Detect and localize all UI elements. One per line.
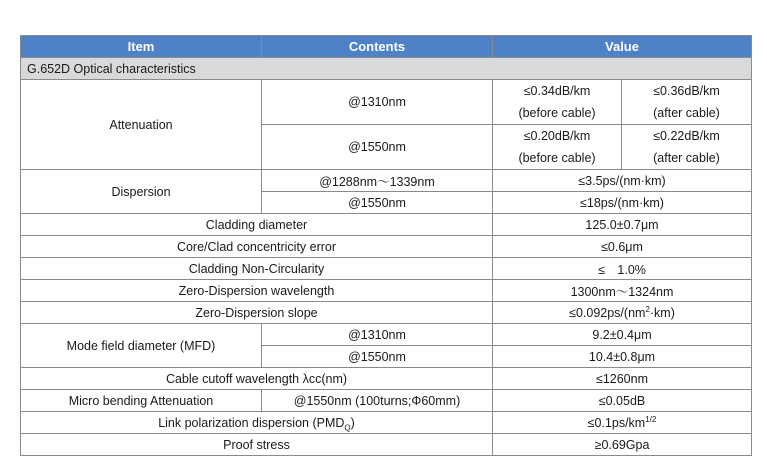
dispersion-1288-condition: @1288nm～1339nm	[262, 170, 493, 192]
attenuation-1550-after: ≤0.22dB/km (after cable)	[622, 125, 752, 170]
proof-stress-label: Proof stress	[21, 434, 493, 456]
table-row	[21, 412, 752, 434]
mfd-label: Mode field diameter (MFD)	[21, 324, 262, 368]
table-row	[21, 80, 752, 125]
zd-slope-value: $\le 0.092ps/(nm^2\cdot km)$	[493, 302, 752, 324]
zd-slope-label: Zero-Dispersion slope	[21, 302, 493, 324]
attenuation-1310-condition: @1310nm	[262, 80, 493, 125]
header-row	[21, 36, 752, 58]
dispersion-label: Dispersion	[21, 170, 262, 214]
cladding-diameter-label: Cladding diameter	[21, 214, 493, 236]
attenuation-1550-condition: @1550nm	[262, 125, 493, 170]
pmd-label: Link polarization dispersion $(PMD_Q)$	[21, 412, 493, 434]
cladding-diameter-value: 125.0±0.7μm	[493, 214, 752, 236]
pmd-value: $\le 0.1ps/km^{1/2}$	[493, 412, 752, 434]
microbend-label: Micro bending Attenuation	[21, 390, 262, 412]
microbend-condition: @1550nm (100turns;Φ60mm)	[262, 390, 493, 412]
mfd-1310-condition: @1310nm	[262, 324, 493, 346]
table-row	[21, 368, 752, 390]
spec-table	[20, 35, 752, 456]
dispersion-1288-value: ≤3.5ps/(nm·km)	[493, 170, 752, 192]
proof-stress-value: ≥0.69Gpa	[493, 434, 752, 456]
mfd-1550-value: 10.4±0.8μm	[493, 346, 752, 368]
microbend-value: ≤0.05dB	[493, 390, 752, 412]
table-row	[21, 390, 752, 412]
circularity-value: ≤ 1.0%	[493, 258, 752, 280]
mfd-1550-condition: @1550nm	[262, 346, 493, 368]
dispersion-1550-condition: @1550nm	[262, 192, 493, 214]
concentricity-label: Core/Clad concentricity error	[21, 236, 493, 258]
concentricity-value: ≤0.6μm	[493, 236, 752, 258]
zd-wavelength-label: Zero-Dispersion wavelength	[21, 280, 493, 302]
table-row	[21, 214, 752, 236]
header-contents: Contents	[262, 36, 493, 58]
mfd-1310-value: 9.2±0.4μm	[493, 324, 752, 346]
table-row	[21, 324, 752, 346]
attenuation-1550-before: ≤0.20dB/km (before cable)	[493, 125, 622, 170]
table-row	[21, 280, 752, 302]
cutoff-label: Cable cutoff wavelength λcc(nm)	[21, 368, 493, 390]
table-row	[21, 170, 752, 192]
dispersion-1550-value: ≤18ps/(nm·km)	[493, 192, 752, 214]
table-row	[21, 258, 752, 280]
table-row	[21, 302, 752, 324]
attenuation-1310-before: ≤0.34dB/km (before cable)	[493, 80, 622, 125]
zd-wavelength-value: 1300nm～1324nm	[493, 280, 752, 302]
table-row	[21, 236, 752, 258]
circularity-label: Cladding Non-Circularity	[21, 258, 493, 280]
cutoff-value: ≤1260nm	[493, 368, 752, 390]
attenuation-1310-after: ≤0.36dB/km (after cable)	[622, 80, 752, 125]
section-row	[21, 58, 752, 80]
header-value: Value	[493, 36, 752, 58]
header-item: Item	[21, 36, 262, 58]
attenuation-label: Attenuation	[21, 80, 262, 170]
section-title: G.652D Optical characteristics	[21, 58, 752, 80]
table-row	[21, 434, 752, 456]
